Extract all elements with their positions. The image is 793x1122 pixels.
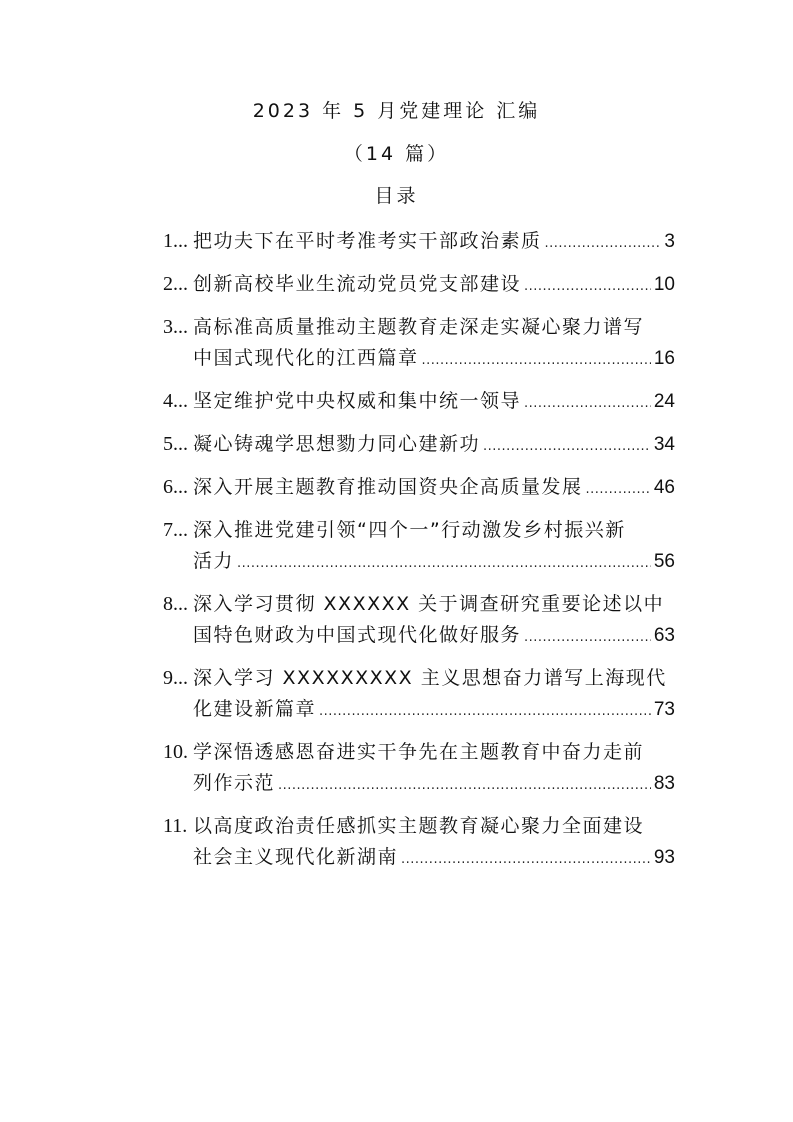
toc-page-number: 56 [653, 551, 675, 572]
toc-entry-title: 社会主义现代化新湖南 [193, 846, 399, 868]
toc-entry-first-line [163, 269, 675, 302]
toc-page-number: 93 [653, 847, 675, 868]
toc-entry-first-line [163, 663, 675, 694]
toc-leader-dots [524, 271, 651, 302]
toc-entry-first-line [163, 589, 675, 620]
toc-entry-title: 坚定维护党中央权威和集中统一领导 [193, 390, 522, 412]
toc-entry[interactable] [163, 312, 675, 376]
toc-entry[interactable] [163, 429, 675, 462]
toc-page-number: 16 [653, 348, 675, 369]
toc-page-number: 24 [653, 391, 675, 412]
toc-entry-number: 2... [163, 273, 188, 295]
toc-entry[interactable] [163, 589, 675, 653]
toc-entry-title: 以高度政治责任感抓实主题教育凝心聚力全面建设 [193, 815, 645, 837]
toc-entry[interactable] [163, 737, 675, 801]
toc-entry[interactable] [163, 663, 675, 727]
toc-entry-number: 7... [163, 519, 188, 541]
toc-page-number: 83 [653, 773, 675, 794]
toc-leader-dots [524, 388, 651, 419]
toc-entry[interactable] [163, 386, 675, 419]
toc-page-number: 3 [664, 231, 675, 252]
toc-entry-title: 深入学习 XXXXXXXXX 主义思想奋力谱写上海现代 [193, 667, 667, 689]
document-title: 2023 年 5 月党建理论 汇编 [252, 100, 541, 122]
toc-page-number: 34 [653, 434, 675, 455]
toc-entry-number: 5... [163, 433, 188, 455]
toc-entry-title: 深入推进党建引领“四个一”行动激发乡村振兴新 [193, 519, 626, 541]
toc-entry-title: 高标准高质量推动主题教育走深走实凝心聚力谱写 [193, 316, 645, 338]
toc-leader-dots [319, 696, 651, 727]
toc-entry-title: 学深悟透感恩奋进实干争先在主题教育中奋力走前 [193, 741, 645, 763]
toc-entry-number: 4... [163, 390, 188, 412]
toc-leader-dots [483, 431, 651, 462]
toc-entry-title: 化建设新篇章 [193, 698, 317, 720]
toc-entry-title: 深入开展主题教育推动国资央企高质量发展 [193, 476, 583, 498]
toc-entry[interactable] [163, 811, 675, 875]
toc-leader-dots [586, 474, 651, 505]
toc-entry-number: 3... [163, 316, 188, 338]
toc-entry-title: 深入学习贯彻 XXXXXX 关于调查研究重要论述以中 [193, 593, 665, 615]
toc-page-number: 73 [653, 699, 675, 720]
toc-entry[interactable] [163, 269, 675, 302]
toc-entry-continuation-line [163, 842, 675, 875]
toc-entry-continuation-line [163, 694, 675, 727]
toc-entry[interactable] [163, 472, 675, 505]
toc-page-number: 10 [653, 274, 675, 295]
toc-entry-first-line [163, 472, 675, 505]
toc-entry-title: 创新高校毕业生流动党员党支部建设 [193, 273, 522, 295]
toc-leader-dots [545, 228, 662, 259]
toc-entry-number: 6... [163, 476, 188, 498]
toc-leader-dots [422, 345, 651, 376]
toc-leader-dots [524, 622, 651, 653]
toc-entry-continuation-line [163, 620, 675, 653]
toc-page-number: 63 [653, 625, 675, 646]
toc-entry-title: 国特色财政为中国式现代化做好服务 [193, 624, 522, 646]
toc-entry-first-line [163, 312, 675, 343]
document-subtitle: （14 篇） [343, 143, 450, 165]
toc-entry-title: 中国式现代化的江西篇章 [193, 347, 419, 369]
table-of-contents [163, 226, 675, 885]
toc-entry-title: 活力 [193, 550, 235, 572]
toc-entry-continuation-line [163, 546, 675, 579]
toc-entry-first-line [163, 515, 675, 546]
toc-leader-dots [237, 548, 651, 579]
toc-entry-title: 把功夫下在平时考准考实干部政治素质 [193, 230, 542, 252]
toc-entry-first-line [163, 429, 675, 462]
toc-leader-dots [401, 844, 651, 875]
toc-entry-number: 10. [163, 741, 188, 763]
toc-entry[interactable] [163, 515, 675, 579]
toc-entry[interactable] [163, 226, 675, 259]
toc-entry-first-line [163, 811, 675, 842]
toc-entry-title: 凝心铸魂学思想勠力同心建新功 [193, 433, 481, 455]
toc-entry-title: 列作示范 [193, 772, 276, 794]
toc-entry-continuation-line [163, 768, 675, 801]
toc-entry-number: 8... [163, 593, 188, 615]
toc-entry-number: 11. [163, 815, 188, 837]
toc-entry-first-line [163, 737, 675, 768]
toc-leader-dots [278, 770, 651, 801]
toc-heading: 目录 [374, 185, 419, 207]
toc-entry-number: 1... [163, 230, 188, 252]
toc-entry-first-line [163, 226, 675, 259]
toc-entry-first-line [163, 386, 675, 419]
toc-page-number: 46 [653, 477, 675, 498]
toc-entry-number: 9... [163, 667, 188, 689]
toc-entry-continuation-line [163, 343, 675, 376]
